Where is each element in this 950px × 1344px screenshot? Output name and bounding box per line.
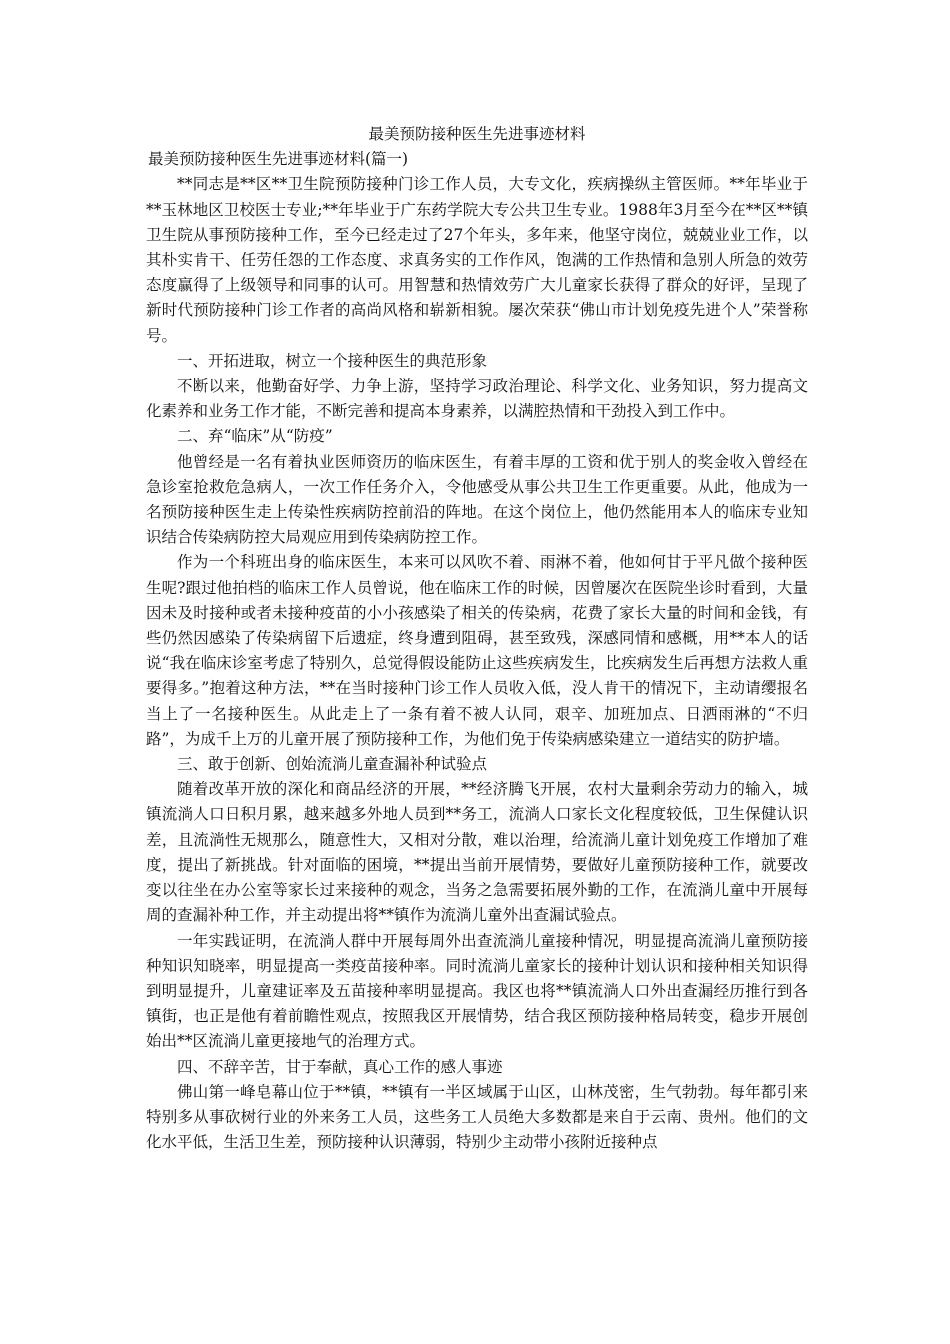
paragraph-intro: **同志是**区**卫生院预防接种门诊工作人员，大专文化，疾病操纵主管医师。**年毕业于**玉林地区卫校医士专业;**年毕业于广东药学院大专公共卫生专业。1988年3月至今在**区**镇卫生院从事预防接种工作，至今已经走过了27个年头，多年来，他坚守岗位，兢兢业业工作，以其朴实肯干、任劳任怨的工作态度、求真务实的工作作风，饱满的工作热情和急别人所急的效劳态度赢得了上级领导和同事的认可。用智慧和热情效劳广大儿童家长获得了群众的好评，呈现了新时代预防接种门诊工作者的高尚风格和崭新相貌。屡次荣获“佛山市计划免疫先进个人”荣誉称号。 <box>146 175 808 345</box>
paragraph-section-4: 佛山第一峰皂幕山位于**镇，**镇有一半区域属于山区，山林茂密，生气勃勃。每年都引来特别多从事砍树行业的外来务工人员，这些务工人员绝大多数都是来自于云南、贵州。他们的文化水平低，生活卫生差，预防接种认识薄弱，特别少主动带小孩附近接种点 <box>146 1082 808 1152</box>
paragraph-section-3b: 一年实践证明，在流淌人群中开展每周外出查流淌儿童接种情况，明显提高流淌儿童预防接种知识知晓率，明显提高一类疫苗接种率。同时流淌儿童家长的接种计划认识和接种相关知识得到明显提升，儿童建证率及五苗接种率明显提高。我区也将**镇流淌人口外出查漏经历推行到各镇街，也正是他有着前瞻性观点，按照我区开展情势，结合我区预防接种格局转变，稳步开展创始出**区流淌儿童更接地气的治理方式。 <box>146 931 808 1051</box>
paragraph-section-2a: 他曾经是一名有着执业医师资历的临床医生，有着丰厚的工资和优于别人的奖金收入曾经在急诊室抢救危急病人，一次工作任务介入，令他感受从事公共卫生工作更重要。从此，他成为一名预防接种医生走上传染性疾病防控前沿的阵地。在这个岗位上，他仍然能用本人的临床专业知识结合传染病防控大局观应用到传染病防控工作。 <box>146 452 808 547</box>
document-body <box>146 122 808 1155</box>
section-heading-3: 三、敢于创新、创始流淌儿童查漏补种试验点 <box>177 755 488 774</box>
section-heading-2: 二、弃“临床”从“防疫” <box>177 427 333 446</box>
section-heading-4: 四、不辞辛苦，甘于奉献，真心工作的感人事迹 <box>177 1057 503 1076</box>
document-subtitle: 最美预防接种医生先进事迹材料(篇一) <box>148 150 409 169</box>
paragraph-section-1: 不断以来，他勤奋好学、力争上游，坚持学习政治理论、科学文化、业务知识，努力提高文化素养和业务工作才能，不断完善和提高本身素养，以满腔热情和干劲投入到工作中。 <box>146 377 808 421</box>
paragraph-section-3a: 随着改革开放的深化和商品经济的开展，**经济腾飞开展，农村大量剩余劳动力的输入，城镇流淌人口日积月累，越来越多外地人员到**务工，流淌人口家长文化程度较低，卫生保健认识差，且流淌性无规那么，随意性大，又相对分散，难以治理，给流淌儿童计划免疫工作增加了难度，提出了新挑战。针对面临的困境，**提出当前开展情势，要做好儿童预防接种工作，就要改变以往坐在办公室等家长过来接种的观念，当务之急需要拓展外勤的工作，在流淌儿童中开展每周的查漏补种工作，并主动提出将**镇作为流淌儿童外出查漏试验点。 <box>146 780 808 925</box>
paragraph-section-2b: 作为一个科班出身的临床医生，本来可以风吹不着、雨淋不着，他如何甘于平凡做个接种医生呢?跟过他拍档的临床工作人员曾说，他在临床工作的时候，因曾屡次在医院坐诊时看到，大量因未及时接种或者未接种疫苗的小小孩感染了相关的传染病，花费了家长大量的时间和金钱，有些仍然因感染了传染病留下后遗症，终身遭到阻碍，甚至致残，深感同情和感概，用**本人的话说“我在临床诊室考虑了特别久，总觉得假设能防止这些疾病发生，比疾病发生后再想方法救人重要得多。”抱着这种方法，**在当时接种门诊工作人员收入低，没人肯干的情况下，主动请缨报名当上了一名接种医生。从此走上了一条有着不被人认同，艰辛、加班加点、日洒雨淋的“不归路”，为成千上万的儿童开展了预防接种工作，为他们免于传染病感染建立一道结实的防护墙。 <box>146 553 808 748</box>
document-title: 最美预防接种医生先进事迹材料 <box>368 125 586 143</box>
section-heading-1: 一、开拓进取，树立一个接种医生的典范形象 <box>177 351 488 370</box>
